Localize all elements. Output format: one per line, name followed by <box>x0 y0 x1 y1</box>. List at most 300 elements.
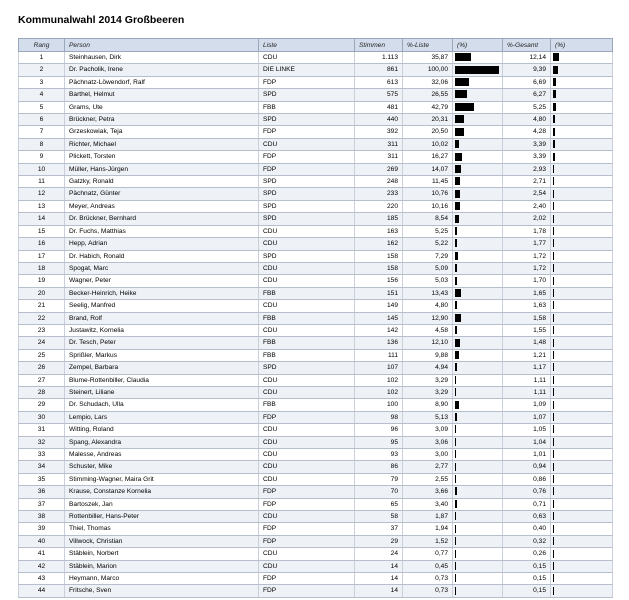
pct-gesamt-cell: 1,72 <box>503 262 551 274</box>
pct-liste-bar-cell <box>453 188 503 200</box>
percent-bar <box>455 239 457 247</box>
pct-liste-bar-cell <box>453 114 503 126</box>
percent-bar <box>455 90 467 98</box>
table-row <box>19 225 613 237</box>
liste-cell: SPD <box>259 89 355 101</box>
percent-bar <box>455 289 461 297</box>
percent-bar <box>553 53 559 61</box>
pct-liste-bar-cell <box>453 548 503 560</box>
liste-cell: FDP <box>259 126 355 138</box>
stimmen-cell: 151 <box>355 287 403 299</box>
stimmen-cell: 111 <box>355 349 403 361</box>
pct-liste-bar-cell <box>453 52 503 64</box>
pct-gesamt-bar-cell <box>551 262 613 274</box>
pct-liste-bar-cell <box>453 200 503 212</box>
stimmen-cell: 95 <box>355 436 403 448</box>
person-cell: Gatzky, Ronald <box>65 176 259 188</box>
person-cell: Rottenbiller, Hans-Peter <box>65 511 259 523</box>
percent-bar <box>553 574 554 582</box>
pct-liste-cell: 3,66 <box>403 486 453 498</box>
pct-gesamt-bar-cell <box>551 523 613 535</box>
liste-cell: FDP <box>259 411 355 423</box>
percent-bar <box>553 90 556 98</box>
pct-gesamt-bar-cell <box>551 498 613 510</box>
pct-gesamt-bar-cell <box>551 473 613 485</box>
pct-gesamt-bar-cell <box>551 250 613 262</box>
pct-liste-bar-cell <box>453 511 503 523</box>
percent-bar <box>553 475 554 483</box>
person-cell: Villwock, Christian <box>65 535 259 547</box>
person-cell: Malesse, Andreas <box>65 449 259 461</box>
pct-gesamt-cell: 12,14 <box>503 52 551 64</box>
person-cell: Grzeskowiak, Teja <box>65 126 259 138</box>
pct-gesamt-bar-cell <box>551 126 613 138</box>
pct-liste-cell: 2,55 <box>403 473 453 485</box>
pct-liste-bar-cell <box>453 250 503 262</box>
percent-bar <box>455 190 460 198</box>
pct-liste-bar-cell <box>453 337 503 349</box>
pct-gesamt-bar-cell <box>551 337 613 349</box>
percent-bar <box>553 165 554 173</box>
percent-bar <box>455 413 457 421</box>
table-row <box>19 349 613 361</box>
percent-bar <box>455 227 457 235</box>
person-cell: Spogat, Marc <box>65 262 259 274</box>
pct-gesamt-cell: 4,80 <box>503 114 551 126</box>
pct-liste-cell: 42,79 <box>403 101 453 113</box>
pct-liste-cell: 2,77 <box>403 461 453 473</box>
pct-gesamt-bar-cell <box>551 52 613 64</box>
table-row <box>19 560 613 572</box>
pct-gesamt-bar-cell <box>551 76 613 88</box>
percent-bar <box>455 487 457 495</box>
table-row <box>19 126 613 138</box>
pct-gesamt-bar-cell <box>551 374 613 386</box>
percent-bar <box>553 463 554 471</box>
percent-bar <box>455 78 469 86</box>
results-table <box>18 38 613 598</box>
liste-cell: CDU <box>259 511 355 523</box>
percent-bar <box>455 463 456 471</box>
pct-gesamt-bar-cell <box>551 511 613 523</box>
pct-gesamt-bar-cell <box>551 424 613 436</box>
percent-bar <box>553 413 554 421</box>
person-cell: Blume-Rottenbiller, Claudia <box>65 374 259 386</box>
percent-bar <box>553 525 554 533</box>
percent-bar <box>455 128 464 136</box>
pct-gesamt-cell: 1,65 <box>503 287 551 299</box>
rang-cell: 17 <box>19 250 65 262</box>
percent-bar <box>455 215 459 223</box>
pct-gesamt-cell: 0,76 <box>503 486 551 498</box>
person-cell: Grams, Ute <box>65 101 259 113</box>
rang-cell: 28 <box>19 386 65 398</box>
person-cell: Steinhausen, Dirk <box>65 52 259 64</box>
pct-liste-cell: 26,55 <box>403 89 453 101</box>
pct-liste-bar-cell <box>453 362 503 374</box>
percent-bar <box>553 128 555 136</box>
percent-bar <box>553 587 554 595</box>
percent-bar <box>455 277 457 285</box>
pct-liste-bar-cell <box>453 449 503 461</box>
liste-cell: FDP <box>259 535 355 547</box>
rang-cell: 42 <box>19 560 65 572</box>
stimmen-cell: 269 <box>355 163 403 175</box>
percent-bar <box>455 587 456 595</box>
person-cell: Dr. Brückner, Bernhard <box>65 213 259 225</box>
pct-gesamt-cell: 0,86 <box>503 473 551 485</box>
pct-liste-bar-cell <box>453 498 503 510</box>
rang-cell: 26 <box>19 362 65 374</box>
header-pct-liste[interactable]: %-Liste <box>403 39 453 52</box>
pct-liste-bar-cell <box>453 138 503 150</box>
rang-cell: 3 <box>19 76 65 88</box>
rang-cell: 44 <box>19 585 65 597</box>
rang-cell: 7 <box>19 126 65 138</box>
pct-liste-bar-cell <box>453 225 503 237</box>
pct-liste-cell: 12,90 <box>403 312 453 324</box>
liste-cell: CDU <box>259 386 355 398</box>
pct-gesamt-cell: 1,17 <box>503 362 551 374</box>
person-cell: Krause, Constanze Kornelia <box>65 486 259 498</box>
percent-bar <box>553 264 554 272</box>
header-stimmen[interactable]: Stimmen <box>355 39 403 52</box>
rang-cell: 13 <box>19 200 65 212</box>
header-pct-liste-bar: (%) <box>453 39 503 52</box>
pct-gesamt-bar-cell <box>551 573 613 585</box>
pct-liste-cell: 1,52 <box>403 535 453 547</box>
percent-bar <box>455 401 459 409</box>
stimmen-cell: 185 <box>355 213 403 225</box>
percent-bar <box>553 339 554 347</box>
pct-liste-cell: 4,58 <box>403 324 453 336</box>
stimmen-cell: 98 <box>355 411 403 423</box>
percent-bar <box>553 153 555 161</box>
person-cell: Barthel, Helmut <box>65 89 259 101</box>
stimmen-cell: 156 <box>355 275 403 287</box>
pct-liste-bar-cell <box>453 424 503 436</box>
percent-bar <box>455 339 460 347</box>
pct-gesamt-cell: 9,39 <box>503 64 551 76</box>
rang-cell: 23 <box>19 324 65 336</box>
percent-bar <box>455 153 462 161</box>
person-cell: Justawitz, Kornelia <box>65 324 259 336</box>
person-cell: Thiel, Thomas <box>65 523 259 535</box>
liste-cell: FDP <box>259 573 355 585</box>
person-cell: Fritsche, Sven <box>65 585 259 597</box>
pct-gesamt-bar-cell <box>551 399 613 411</box>
pct-liste-cell: 5,22 <box>403 238 453 250</box>
pct-liste-cell: 20,31 <box>403 114 453 126</box>
pct-liste-bar-cell <box>453 64 503 76</box>
header-person[interactable]: Person <box>65 39 259 52</box>
person-cell: Hepp, Adrian <box>65 238 259 250</box>
table-row <box>19 89 613 101</box>
header-liste[interactable]: Liste <box>259 39 355 52</box>
liste-cell: DIE LINKE <box>259 64 355 76</box>
liste-cell: FDP <box>259 523 355 535</box>
percent-bar <box>455 202 460 210</box>
pct-gesamt-bar-cell <box>551 200 613 212</box>
table-row <box>19 436 613 448</box>
pct-liste-cell: 7,29 <box>403 250 453 262</box>
liste-cell: CDU <box>259 424 355 436</box>
rang-cell: 8 <box>19 138 65 150</box>
table-row <box>19 76 613 88</box>
stimmen-cell: 37 <box>355 523 403 535</box>
header-pct-gesamt[interactable]: %-Gesamt <box>503 39 551 52</box>
stimmen-cell: 220 <box>355 200 403 212</box>
pct-gesamt-bar-cell <box>551 324 613 336</box>
pct-gesamt-cell: 6,69 <box>503 76 551 88</box>
table-row <box>19 386 613 398</box>
liste-cell: FDP <box>259 76 355 88</box>
header-rang[interactable]: Rang <box>19 39 65 52</box>
pct-liste-cell: 14,07 <box>403 163 453 175</box>
rang-cell: 20 <box>19 287 65 299</box>
percent-bar <box>455 574 456 582</box>
pct-gesamt-bar-cell <box>551 312 613 324</box>
pct-liste-bar-cell <box>453 411 503 423</box>
pct-gesamt-cell: 1,21 <box>503 349 551 361</box>
rang-cell: 35 <box>19 473 65 485</box>
pct-liste-bar-cell <box>453 238 503 250</box>
pct-gesamt-bar-cell <box>551 287 613 299</box>
percent-bar <box>553 363 554 371</box>
pct-gesamt-cell: 0,40 <box>503 523 551 535</box>
stimmen-cell: 149 <box>355 300 403 312</box>
pct-gesamt-cell: 0,32 <box>503 535 551 547</box>
pct-liste-bar-cell <box>453 89 503 101</box>
rang-cell: 33 <box>19 449 65 461</box>
percent-bar <box>553 190 554 198</box>
pct-liste-bar-cell <box>453 573 503 585</box>
rang-cell: 12 <box>19 188 65 200</box>
percent-bar <box>455 525 456 533</box>
person-cell: Plickett, Torsten <box>65 151 259 163</box>
table-row <box>19 300 613 312</box>
pct-liste-bar-cell <box>453 76 503 88</box>
stimmen-cell: 107 <box>355 362 403 374</box>
percent-bar <box>553 425 554 433</box>
pct-gesamt-bar-cell <box>551 114 613 126</box>
percent-bar <box>455 475 456 483</box>
percent-bar <box>455 450 456 458</box>
pct-gesamt-bar-cell <box>551 275 613 287</box>
liste-cell: SPD <box>259 362 355 374</box>
table-row <box>19 275 613 287</box>
pct-liste-bar-cell <box>453 213 503 225</box>
table-row <box>19 324 613 336</box>
table-row <box>19 374 613 386</box>
person-cell: Stäblein, Norbert <box>65 548 259 560</box>
liste-cell: FDP <box>259 585 355 597</box>
pct-gesamt-cell: 2,02 <box>503 213 551 225</box>
rang-cell: 37 <box>19 498 65 510</box>
liste-cell: CDU <box>259 473 355 485</box>
table-row <box>19 573 613 585</box>
pct-liste-cell: 5,13 <box>403 411 453 423</box>
percent-bar <box>455 376 456 384</box>
pct-liste-bar-cell <box>453 399 503 411</box>
pct-liste-bar-cell <box>453 275 503 287</box>
pct-gesamt-cell: 2,71 <box>503 176 551 188</box>
pct-gesamt-cell: 3,39 <box>503 138 551 150</box>
pct-gesamt-cell: 1,04 <box>503 436 551 448</box>
pct-gesamt-bar-cell <box>551 362 613 374</box>
pct-gesamt-cell: 0,26 <box>503 548 551 560</box>
stimmen-cell: 70 <box>355 486 403 498</box>
page-title: Kommunalwahl 2014 Großbeeren <box>18 14 185 26</box>
liste-cell: SPD <box>259 176 355 188</box>
table-row <box>19 362 613 374</box>
percent-bar <box>455 351 459 359</box>
pct-liste-cell: 10,02 <box>403 138 453 150</box>
table-row <box>19 498 613 510</box>
stimmen-cell: 233 <box>355 188 403 200</box>
pct-gesamt-bar-cell <box>551 461 613 473</box>
pct-liste-cell: 0,73 <box>403 573 453 585</box>
percent-bar <box>553 78 556 86</box>
pct-gesamt-bar-cell <box>551 151 613 163</box>
rang-cell: 36 <box>19 486 65 498</box>
table-row <box>19 548 613 560</box>
pct-gesamt-bar-cell <box>551 535 613 547</box>
percent-bar <box>455 512 456 520</box>
liste-cell: CDU <box>259 138 355 150</box>
percent-bar <box>455 264 457 272</box>
table-row <box>19 449 613 461</box>
pct-liste-bar-cell <box>453 386 503 398</box>
liste-cell: CDU <box>259 461 355 473</box>
stimmen-cell: 93 <box>355 449 403 461</box>
stimmen-cell: 65 <box>355 498 403 510</box>
person-cell: Dr. Schudach, Ulla <box>65 399 259 411</box>
liste-cell: FBB <box>259 287 355 299</box>
person-cell: Meyer, Andreas <box>65 200 259 212</box>
liste-cell: FBB <box>259 101 355 113</box>
pct-liste-bar-cell <box>453 349 503 361</box>
percent-bar <box>553 351 554 359</box>
table-row <box>19 511 613 523</box>
rang-cell: 39 <box>19 523 65 535</box>
pct-gesamt-cell: 0,15 <box>503 585 551 597</box>
rang-cell: 18 <box>19 262 65 274</box>
person-cell: Zempel, Barbara <box>65 362 259 374</box>
pct-liste-cell: 16,27 <box>403 151 453 163</box>
pct-gesamt-cell: 1,78 <box>503 225 551 237</box>
person-cell: Stimming-Wagner, Maira Grit <box>65 473 259 485</box>
percent-bar <box>553 326 554 334</box>
header-pct-gesamt-bar: (%) <box>551 39 613 52</box>
percent-bar <box>553 301 554 309</box>
rang-cell: 32 <box>19 436 65 448</box>
rang-cell: 27 <box>19 374 65 386</box>
table-row <box>19 114 613 126</box>
pct-liste-cell: 5,09 <box>403 262 453 274</box>
person-cell: Bartoszek, Jan <box>65 498 259 510</box>
pct-gesamt-cell: 1,11 <box>503 386 551 398</box>
pct-gesamt-bar-cell <box>551 300 613 312</box>
person-cell: Dr. Pacholik, Irene <box>65 64 259 76</box>
stimmen-cell: 96 <box>355 424 403 436</box>
rang-cell: 19 <box>19 275 65 287</box>
table-row <box>19 287 613 299</box>
percent-bar <box>455 301 457 309</box>
pct-liste-bar-cell <box>453 535 503 547</box>
person-cell: Heymann, Marco <box>65 573 259 585</box>
pct-liste-cell: 5,03 <box>403 275 453 287</box>
percent-bar <box>455 165 461 173</box>
pct-liste-bar-cell <box>453 312 503 324</box>
liste-cell: CDU <box>259 262 355 274</box>
pct-gesamt-bar-cell <box>551 349 613 361</box>
rang-cell: 24 <box>19 337 65 349</box>
pct-gesamt-bar-cell <box>551 163 613 175</box>
stimmen-cell: 100 <box>355 399 403 411</box>
person-cell: Witting, Roland <box>65 424 259 436</box>
stimmen-cell: 158 <box>355 262 403 274</box>
pct-liste-cell: 10,16 <box>403 200 453 212</box>
liste-cell: FBB <box>259 399 355 411</box>
percent-bar <box>553 376 554 384</box>
pct-liste-cell: 8,90 <box>403 399 453 411</box>
person-cell: Seelig, Manfred <box>65 300 259 312</box>
pct-gesamt-cell: 1,72 <box>503 250 551 262</box>
table-row <box>19 399 613 411</box>
percent-bar <box>553 550 554 558</box>
stimmen-cell: 136 <box>355 337 403 349</box>
person-cell: Pächnatz-Löwendorf, Ralf <box>65 76 259 88</box>
liste-cell: FBB <box>259 312 355 324</box>
person-cell: Spang, Alexandra <box>65 436 259 448</box>
pct-liste-cell: 3,06 <box>403 436 453 448</box>
pct-liste-bar-cell <box>453 486 503 498</box>
pct-gesamt-bar-cell <box>551 411 613 423</box>
liste-cell: CDU <box>259 225 355 237</box>
rang-cell: 31 <box>19 424 65 436</box>
stimmen-cell: 613 <box>355 76 403 88</box>
rang-cell: 43 <box>19 573 65 585</box>
percent-bar <box>553 500 554 508</box>
table-row <box>19 163 613 175</box>
percent-bar <box>455 562 456 570</box>
pct-liste-bar-cell <box>453 151 503 163</box>
rang-cell: 38 <box>19 511 65 523</box>
stimmen-cell: 14 <box>355 585 403 597</box>
table-row <box>19 200 613 212</box>
table-row <box>19 312 613 324</box>
person-cell: Wagner, Peter <box>65 275 259 287</box>
pct-gesamt-cell: 1,58 <box>503 312 551 324</box>
pct-gesamt-bar-cell <box>551 225 613 237</box>
percent-bar <box>455 103 474 111</box>
pct-liste-bar-cell <box>453 436 503 448</box>
pct-gesamt-cell: 1,77 <box>503 238 551 250</box>
pct-liste-bar-cell <box>453 176 503 188</box>
percent-bar <box>553 438 554 446</box>
percent-bar <box>553 227 554 235</box>
table-row <box>19 535 613 547</box>
percent-bar <box>553 314 554 322</box>
stimmen-cell: 86 <box>355 461 403 473</box>
table-row <box>19 238 613 250</box>
table-row <box>19 585 613 597</box>
percent-bar <box>553 401 554 409</box>
table-row <box>19 213 613 225</box>
liste-cell: CDU <box>259 560 355 572</box>
pct-gesamt-bar-cell <box>551 176 613 188</box>
